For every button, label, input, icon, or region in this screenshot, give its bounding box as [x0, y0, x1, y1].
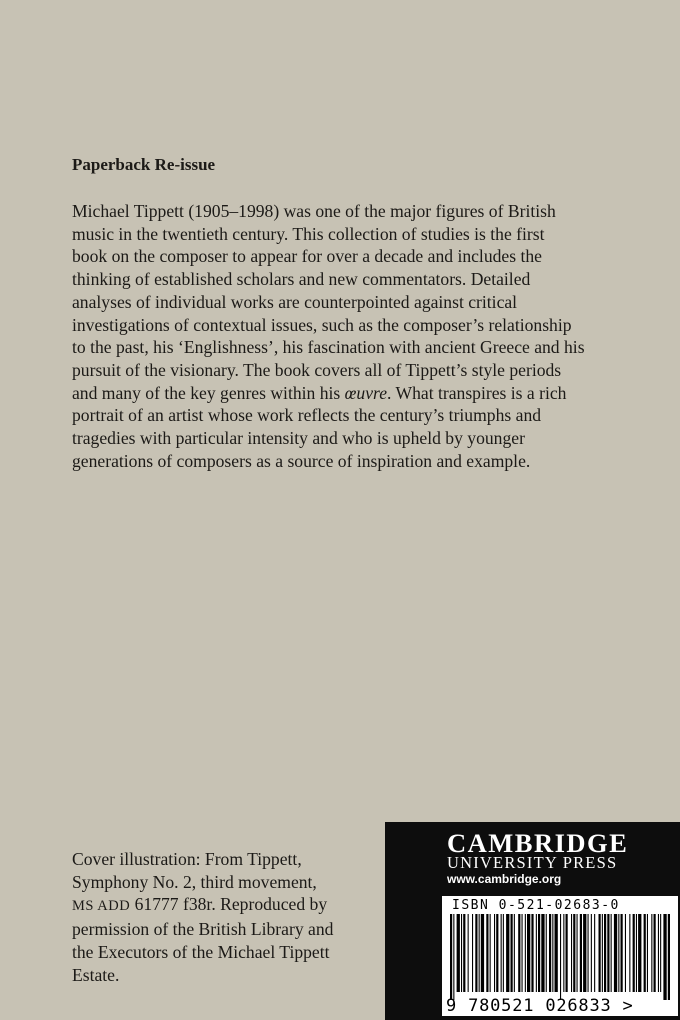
- credit-line: [72, 893, 333, 918]
- publisher-block: [385, 822, 680, 1020]
- barcode-bar: [663, 914, 666, 1000]
- oeuvre-italic: œuvre: [344, 382, 387, 403]
- barcode-bar: [563, 914, 564, 992]
- barcode-bar: [644, 914, 646, 992]
- barcode-bar: [560, 914, 561, 1000]
- barcode-bar: [552, 914, 553, 992]
- blurb: [72, 200, 612, 472]
- barcode-bar: [541, 914, 544, 992]
- barcode-bar: [599, 914, 601, 992]
- barcode-bar: [636, 914, 637, 992]
- barcode-bar: [536, 914, 537, 992]
- credit-line: Cover illustration: From Tippett,: [72, 849, 302, 869]
- barcode-bar: [618, 914, 619, 992]
- barcode-bar: [577, 914, 578, 992]
- barcode-bar: [501, 914, 502, 992]
- blurb-text: and many of the key genres within his: [72, 382, 345, 403]
- blurb-text: . What transpires is a rich: [387, 382, 567, 403]
- barcode-bar: [486, 914, 488, 992]
- barcode-bar: [506, 914, 509, 992]
- blurb-line: investigations of contextual issues, such as the composer’s relationship: [72, 314, 572, 335]
- barcode-bar: [549, 914, 551, 992]
- blurb-line: book on the composer to appear for over a decade and includes the: [72, 246, 542, 267]
- barcode-bar: [514, 914, 515, 992]
- credit-line: the Executors of the Michael Tippett: [72, 941, 330, 962]
- barcode-bar: [538, 914, 540, 992]
- barcode-bar: [654, 914, 656, 992]
- ms-smallcaps: MS ADD: [72, 898, 131, 915]
- barcode-bar: [525, 914, 526, 992]
- credit-line: permission of the British Library and: [72, 919, 334, 940]
- credit-line: Symphony No. 2, third movement,: [72, 871, 317, 892]
- barcode-bar: [583, 914, 586, 992]
- blurb-line: tragedies with particular intensity and who is upheld by younger: [72, 428, 525, 449]
- barcode-bar: [604, 914, 606, 992]
- barcode-bar: [614, 914, 617, 992]
- barcode-bar: [633, 914, 635, 992]
- barcode-bar: [479, 914, 480, 992]
- barcode-bar: [629, 914, 630, 992]
- barcode-bar: [496, 914, 498, 992]
- barcode-bar: [647, 914, 648, 992]
- blurb-line: generations of composers as a source of inspiration and example.: [72, 450, 531, 471]
- barcode-bar: [511, 914, 513, 992]
- ean-text: 9 780521 026833 >: [446, 996, 634, 1016]
- barcode-bar: [481, 914, 484, 992]
- barcode-bar: [566, 914, 568, 992]
- blurb-line: to the past, his ‘Englishness’, his fascination with ancient Greece and his: [72, 337, 585, 358]
- blurb-line: music in the twentieth century. This collection of studies is the first: [72, 223, 545, 244]
- blurb-line: Michael Tippett (1905–1998) was one of the major figures of British: [72, 201, 556, 221]
- barcode-icon: [448, 914, 672, 1000]
- barcode-bar: [527, 914, 530, 992]
- barcode-bar: [457, 914, 460, 992]
- credit-text: 61777 f38r. Reproduced by: [130, 894, 328, 915]
- barcode-bar: [580, 914, 582, 992]
- barcode-bar: [463, 914, 465, 992]
- barcode-bar: [638, 914, 641, 992]
- isbn-text: ISBN 0-521-02683-0: [452, 898, 620, 913]
- barcode-bar: [494, 914, 495, 992]
- barcode-bar: [651, 914, 652, 992]
- barcode-bar: [518, 914, 520, 992]
- barcode-bar: [668, 914, 670, 1000]
- publisher-name: CAMBRIDGE: [447, 828, 629, 858]
- barcode-bar: [468, 914, 469, 992]
- barcode-bar: [571, 914, 572, 992]
- credit-line: Estate.: [72, 964, 120, 985]
- cover-credit: [72, 848, 333, 986]
- barcode-panel: [442, 896, 678, 1016]
- barcode-bar: [621, 914, 623, 992]
- barcode-bar: [461, 914, 462, 992]
- barcode-bar: [611, 914, 612, 992]
- barcode-bar: [555, 914, 558, 992]
- barcode-bar: [546, 914, 547, 992]
- publisher-subtitle: UNIVERSITY PRESS: [447, 853, 618, 872]
- barcode-bar: [602, 914, 603, 992]
- blurb-line: thinking of established scholars and new commentators. Detailed: [72, 269, 531, 290]
- blurb-line: [72, 382, 612, 405]
- barcode-bar: [594, 914, 595, 992]
- barcode-bar: [503, 914, 504, 992]
- publisher-url: www.cambridge.org: [447, 872, 562, 886]
- barcode-bar: [490, 914, 491, 992]
- barcode-bar: [453, 914, 454, 1000]
- blurb-line: pursuit of the visionary. The book covers all of Tippett’s style periods: [72, 359, 562, 380]
- barcode-bar: [573, 914, 575, 992]
- barcode-bar: [607, 914, 609, 992]
- barcode-bar: [450, 914, 452, 1000]
- heading: Paperback Re-issue: [72, 155, 216, 174]
- barcode-bar: [522, 914, 523, 992]
- barcode-bar: [531, 914, 533, 992]
- barcode-bar: [472, 914, 473, 992]
- barcode-bar: [625, 914, 626, 992]
- barcode-bar: [475, 914, 477, 992]
- barcode-bar: [591, 914, 592, 992]
- blurb-line: analyses of individual works are counterpointed against critical: [72, 291, 518, 312]
- barcode-bar: [588, 914, 589, 992]
- barcode-bar: [658, 914, 659, 992]
- barcode-bar: [660, 914, 661, 992]
- blurb-line: portrait of an artist whose work reflects the century’s triumphs and: [72, 405, 542, 426]
